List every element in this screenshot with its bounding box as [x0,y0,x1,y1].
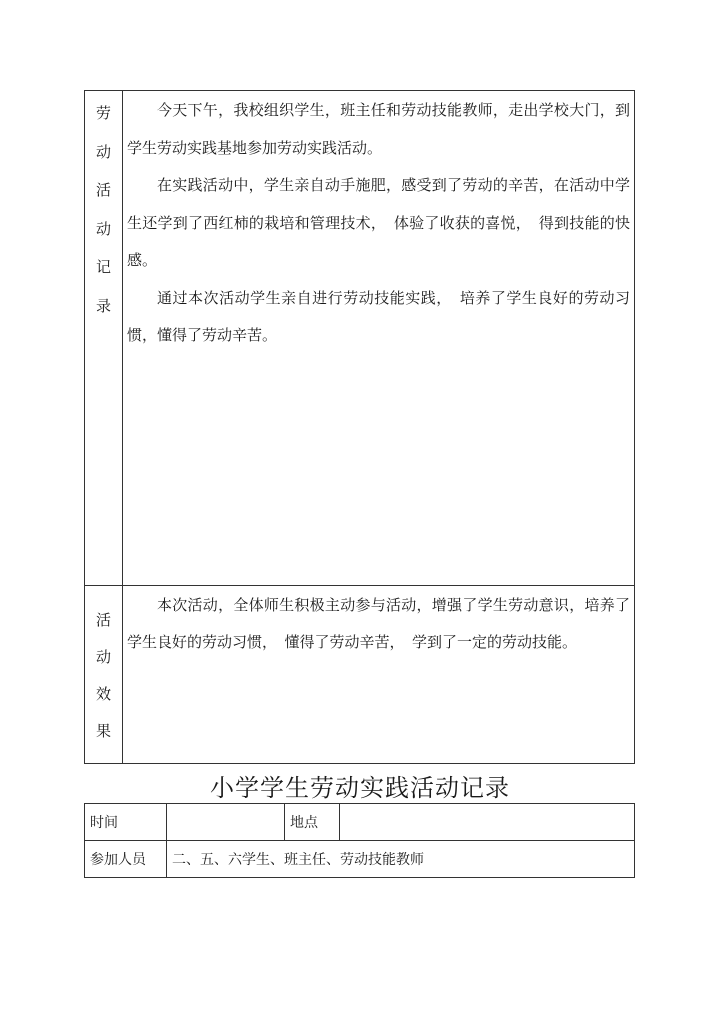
place-value [340,804,635,841]
record-label-char: 劳 [95,104,111,122]
record-label-char: 录 [95,296,111,315]
record-label-char: 动 [95,142,111,161]
record-label-char: 记 [95,258,111,276]
record-row [85,91,635,586]
effect-label-char: 动 [95,647,111,666]
participants-label: 参加人员 [85,841,167,878]
activity-record-table [84,90,635,764]
effect-label-char: 果 [95,721,111,740]
effect-paragraph: 本次活动，全体师生积极主动参与活动，增强了学生劳动意识，培养了学生良好的劳动习惯， 懂得了劳动辛苦， 学到了一定的劳动技能。 [127,595,630,652]
record-paragraph: 通过本次活动学生亲自进行劳动技能实践， 培养了学生良好的劳动习惯，懂得了劳动辛苦。 [127,288,630,344]
page-title: 小学学生劳动实践活动记录 [210,774,510,802]
info-row-time [85,804,635,841]
effect-content [123,585,635,763]
effect-row [85,585,635,763]
record-label-char: 活 [95,181,111,199]
info-row-participants [85,841,635,878]
record-label-char: 动 [95,219,111,238]
record-content [123,91,635,586]
effect-label-char: 活 [95,610,111,629]
record-label [85,91,123,586]
record-paragraph: 今天下午，我校组织学生，班主任和劳动技能教师，走出学校大门，到学生劳动实践基地参加劳动实践活动。 [127,101,630,157]
info-table [84,803,635,878]
time-value [167,804,285,841]
effect-label-char: 效 [95,684,111,703]
record-paragraph: 在实践活动中，学生亲自动手施肥，感受到了劳动的辛苦，在活动中学生还学到了西红柿的栽培和管理技术， 体验了收获的喜悦， 得到技能的快感。 [127,176,630,269]
place-label: 地点 [285,804,340,841]
effect-label [85,585,123,763]
time-label: 时间 [85,804,167,841]
participants-value: 二、五、六学生、班主任、劳动技能教师 [167,841,635,878]
